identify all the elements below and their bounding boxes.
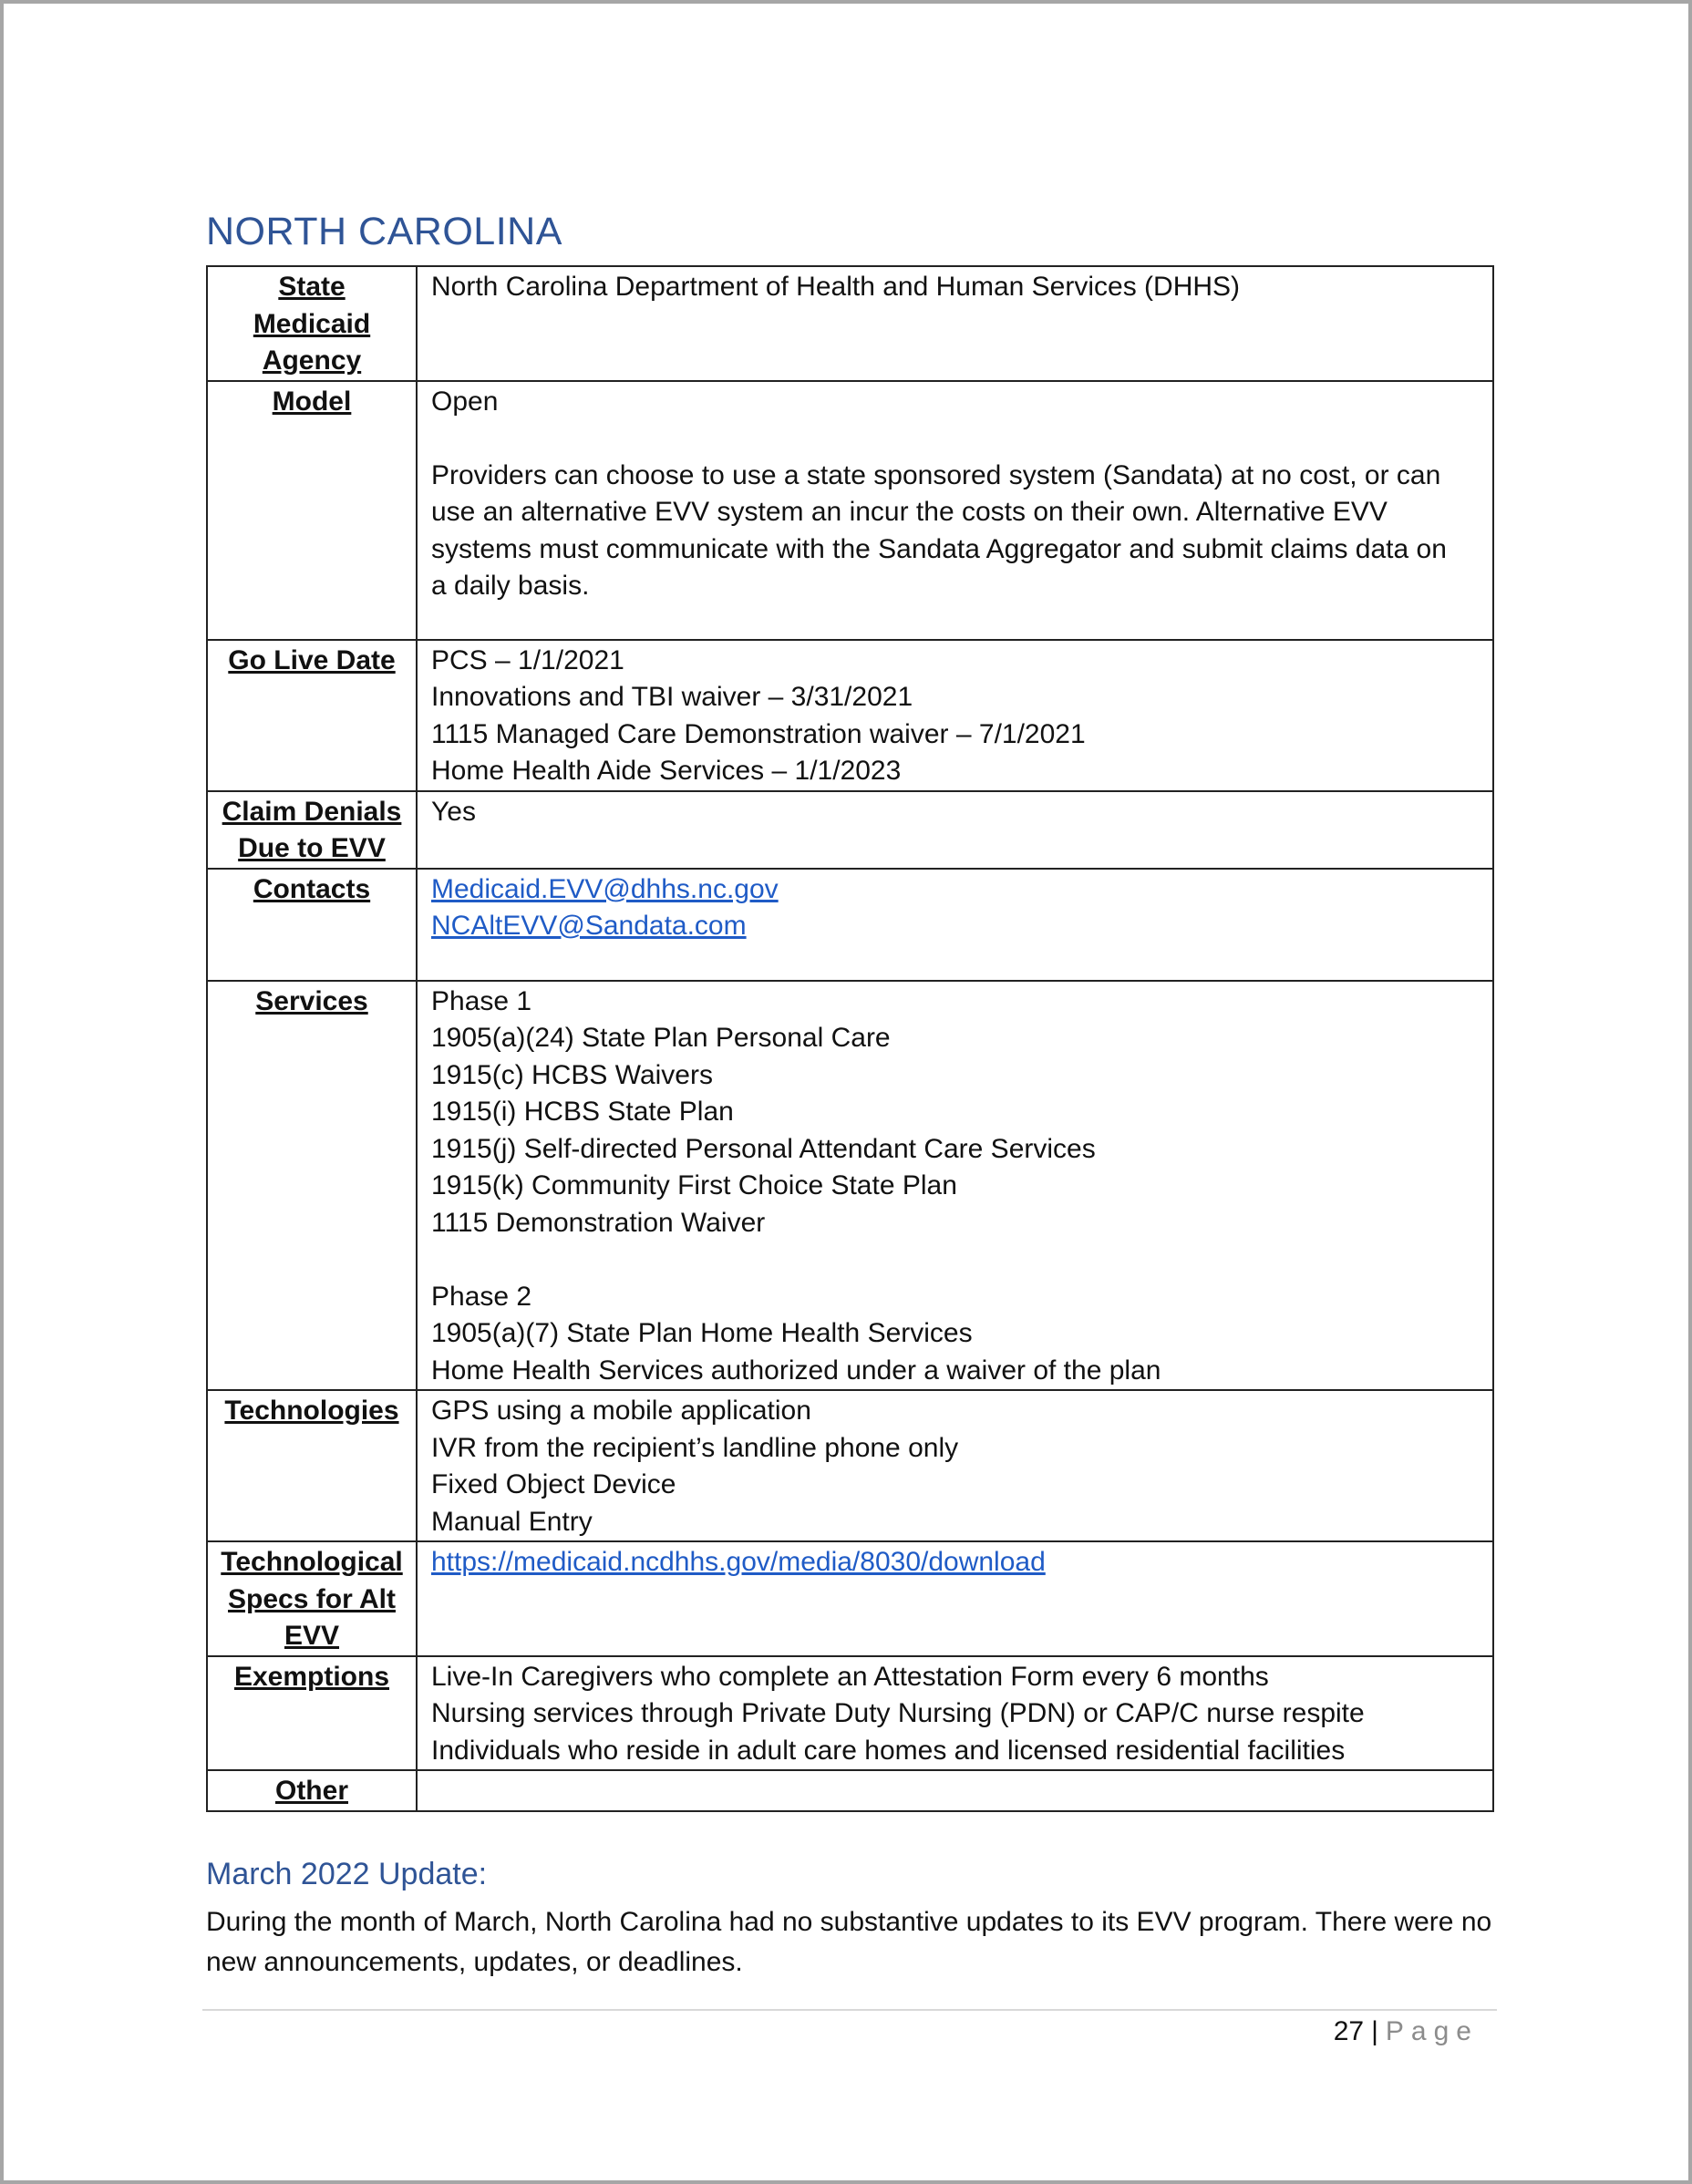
evv-info-table [206,265,1494,1812]
row-value-model [417,381,1493,640]
table-row-technologies [207,1390,1493,1541]
footer-divider [202,2009,1497,2011]
row-label-exemptions [207,1656,417,1771]
row-label-other [207,1770,417,1811]
label-line: Specs for Alt [228,1583,396,1614]
page-footer [1334,2016,1479,2047]
model-description-line: Providers can choose to use a state sponsored system (Sandata) at no cost, or can [431,459,1441,490]
row-label-technologies [207,1390,417,1541]
row-value-go-live [417,640,1493,791]
tech-specs-link[interactable]: https://medicaid.ncdhhs.gov/media/8030/download [431,1547,1046,1577]
row-value-tech-specs [417,1541,1493,1656]
model-description-line: a daily basis. [431,571,590,601]
row-label-go-live [207,640,417,791]
go-live-item: 1115 Managed Care Demonstration waiver – 7/1/2021 [431,718,1086,749]
table-row-claim-denials [207,791,1493,869]
row-value-other [417,1770,1493,1811]
go-live-item: Home Health Aide Services – 1/1/2023 [431,756,902,786]
table-row-agency [207,266,1493,381]
go-live-item: PCS – 1/1/2021 [431,644,624,675]
technology-item: Fixed Object Device [431,1469,676,1499]
service-item: Phase 1 [431,985,532,1016]
service-item: 1115 Demonstration Waiver [431,1207,766,1238]
update-paragraph: During the month of March, North Carolina had no substantive updates to its EVV program. There were no new announcements, updates, or deadlines. [206,1907,1492,1977]
table-row-exemptions [207,1656,1493,1771]
row-label-agency [207,266,417,381]
row-label-tech-specs [207,1541,417,1656]
label-line: Contacts [253,873,371,904]
claim-denials-value: Yes [431,796,476,827]
row-label-model [207,381,417,640]
service-item: Home Health Services authorized under a waiver of the plan [431,1355,1161,1386]
technology-item: Manual Entry [431,1506,593,1537]
label-line: Claim Denials [222,796,402,827]
page-number: 27 [1333,2016,1365,2046]
service-item: 1915(k) Community First Choice State Plan [431,1170,957,1200]
agency-name: North Carolina Department of Health and Human Services (DHHS) [431,272,1241,302]
row-value-exemptions [417,1656,1493,1771]
table-row-contacts [207,869,1493,981]
service-item: 1905(a)(24) State Plan Personal Care [431,1023,891,1053]
technology-item: GPS using a mobile application [431,1396,811,1426]
technology-item: IVR from the recipient’s landline phone only [431,1432,959,1463]
label-line: EVV [284,1621,340,1651]
table-row-tech-specs [207,1541,1493,1656]
label-line: Other [274,1776,348,1806]
go-live-item: Innovations and TBI waiver – 3/31/2021 [431,682,913,712]
page-word: Page [1385,2016,1479,2046]
model-description-line: systems must communicate with the Sandata Aggregator and submit claims data on [431,533,1447,564]
exemption-item: Live-In Caregivers who complete an Attestation Form every 6 months [431,1661,1269,1692]
exemption-item: Nursing services through Private Duty Nursing (PDN) or CAP/C nurse respite [431,1698,1365,1728]
model-type: Open [431,386,499,417]
table-row-go-live [207,640,1493,791]
row-label-claim-denials [207,791,417,869]
service-item: 1915(j) Self-directed Personal Attendant Care Services [431,1133,1096,1164]
label-line: Agency [262,345,362,376]
row-value-services [417,981,1493,1391]
contact-email-link[interactable]: Medicaid.EVV@dhhs.nc.gov [431,873,779,904]
row-value-technologies [417,1390,1493,1541]
update-heading: March 2022 Update: [206,1857,488,1891]
label-line: Services [255,985,368,1016]
label-line: Due to EVV [238,833,386,863]
label-line: Technologies [224,1396,399,1426]
label-line: Go Live Date [228,644,396,675]
table-row-model [207,381,1493,640]
footer-separator: | [1371,2016,1378,2046]
label-line: Medicaid [253,308,371,339]
row-label-contacts [207,869,417,981]
label-line: Technological [221,1547,403,1577]
page-title: NORTH CAROLINA [206,210,562,253]
row-label-services [207,981,417,1391]
service-item: 1915(i) HCBS State Plan [431,1097,734,1127]
row-value-contacts [417,869,1493,981]
contact-email-link[interactable]: NCAltEVV@Sandata.com [431,911,747,941]
row-value-agency [417,266,1493,381]
service-item: Phase 2 [431,1281,532,1312]
label-line: Exemptions [233,1661,390,1692]
service-item: 1905(a)(7) State Plan Home Health Services [431,1318,973,1348]
exemption-item: Individuals who reside in adult care homes and licensed residential facilities [431,1735,1346,1766]
model-description-line: use an alternative EVV system an incur the costs on their own. Alternative EVV [431,497,1388,527]
table-row-other [207,1770,1493,1811]
label-line: State [278,272,346,302]
table-row-services [207,981,1493,1391]
service-item: 1915(c) HCBS Waivers [431,1059,713,1090]
label-line: Model [272,386,352,417]
row-value-claim-denials [417,791,1493,869]
